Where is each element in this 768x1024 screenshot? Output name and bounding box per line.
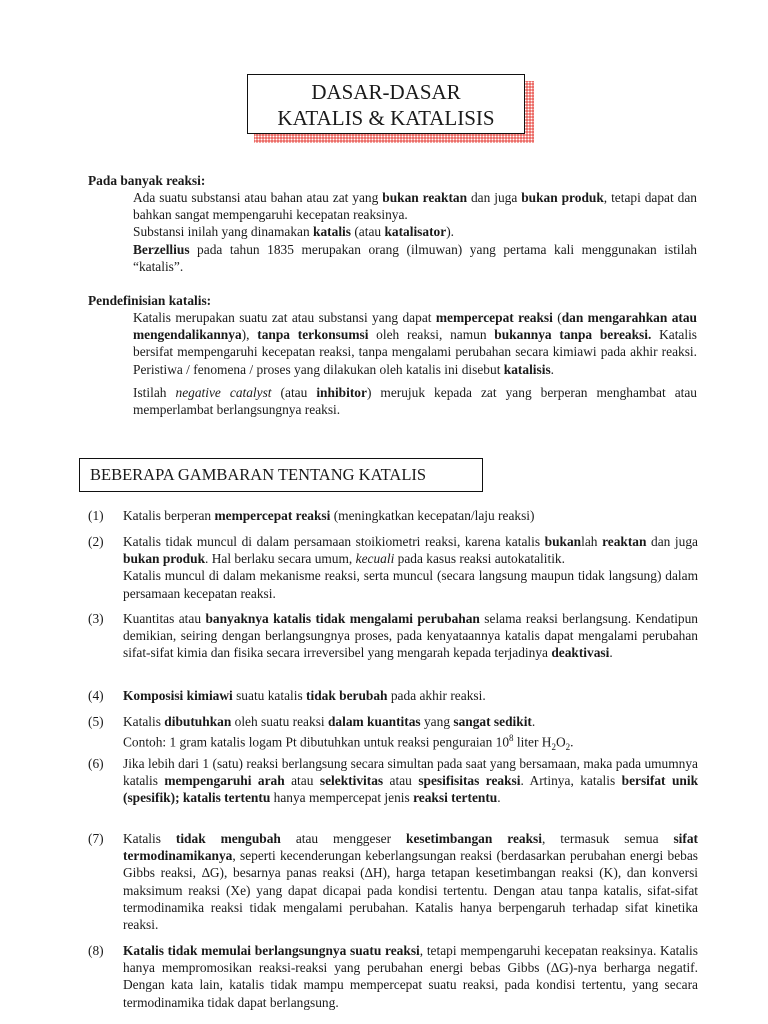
item-number: (2)	[88, 534, 104, 549]
definition-p2	[133, 384, 697, 418]
list-item	[88, 533, 698, 602]
definition-heading	[88, 292, 211, 309]
intro-line-1	[133, 189, 697, 223]
list-item	[88, 610, 698, 662]
intro-heading	[88, 172, 205, 189]
text: (	[552, 310, 562, 325]
subscript: 2	[551, 742, 556, 753]
item-number: (5)	[88, 714, 104, 729]
title-line-1: DASAR-DASAR	[311, 80, 461, 104]
text: , tetapi mempengaruhi kecepatan reaksinya. Katalis hanya mempromosikan reaksi-reaksi yang perubahan energi bebas Gibbs (∆G)-nya berharga negatif. Dengan kata lain, katalis tidak mampu mempercepat suatu reaksi, pada kondisi tertentu, yang secara termodinamika tidak dapat berlangsung.	[123, 943, 698, 1010]
text: , termasuk semua	[541, 831, 674, 846]
list-item	[88, 755, 698, 807]
bold-text: mempercepat reaksi	[435, 310, 553, 325]
text: ),	[241, 327, 258, 343]
term-katalis: katalis	[313, 224, 351, 240]
bold-text: dibutuhkan	[164, 714, 232, 729]
intro-heading-text: Pada banyak reaksi:	[88, 173, 206, 188]
bold-text: reaktan	[602, 534, 647, 549]
item-number: (4)	[88, 688, 104, 703]
bold-text: bukannya tanpa bereaksi.	[494, 327, 652, 343]
text: yang	[420, 714, 454, 729]
bold-text: Katalis tidak memulai berlangsungnya suatu reaksi	[123, 943, 420, 958]
bold-text: tidak berubah	[306, 688, 388, 703]
subscript: 2	[565, 742, 571, 753]
text: Katalis merupakan suatu zat atau substansi yang dapat	[133, 310, 436, 325]
term-berzellius: Berzellius	[133, 241, 190, 257]
item-number: (1)	[88, 508, 104, 523]
text: (atau	[350, 224, 385, 240]
text: ).	[446, 224, 454, 240]
item-paragraph: Katalis muncul di dalam mekanisme reaksi, serta muncul (secara langsung maupun tidak langsung) dalam persamaan kecepatan reaksi.	[123, 568, 698, 601]
text: Katalis bersifat mempengaruhi kecepatan reaksi, tanpa mengalami perubahan secara kimiawi pada akhir reaksi. Peristiwa / fenomena / proses yang dilakukan oleh katalis ini disebut	[133, 327, 698, 377]
title-frame	[247, 74, 527, 136]
bold-text: sifat termodinamikanya	[123, 831, 698, 864]
text: (meningkatkan kecepatan/laju reaksi)	[330, 508, 535, 523]
intro-paragraph	[133, 189, 697, 275]
definition-p1	[133, 309, 697, 378]
text: ) merujuk kepada zat yang berperan menghambat atau memperlambat berlangsungnya reaksi.	[133, 384, 697, 418]
text: , seperti kecenderungan keberlangsungan reaksi (berdasarkan perubahan energi bebas Gibbs reaksi, ∆G), besarnya panas reaksi (∆H), harga tetapan kesetimbangan reaksi (K), dan konversi maksimum reaksi (Xe) yang dapat dicapai pada kondisi tertentu. Dengan atau tanpa katalis, sifat-sifat termodinamika reaksi tidak mengalami perubahan. Katalis hanya berpengaruh terhadap sifat kinetika reaksi.	[123, 848, 698, 933]
text: .	[550, 361, 555, 377]
bold-text: mempengaruhi arah	[164, 773, 285, 789]
section-title: BEBERAPA GAMBARAN TENTANG KATALIS	[90, 465, 427, 484]
text: . Artinya, katalis	[520, 773, 622, 789]
text: Contoh: 1 gram katalis logam Pt dibutuhkan untuk reaksi penguraian 10	[123, 734, 510, 750]
definition-paragraph	[133, 309, 697, 418]
page-title	[247, 74, 525, 134]
text: Istilah	[133, 384, 176, 400]
intro-line-3	[133, 241, 697, 275]
term-bukan-reaktan: bukan reaktan	[382, 190, 468, 205]
text: atau	[383, 773, 419, 789]
item-paragraph	[123, 730, 698, 756]
bold-text: dalam kuantitas	[327, 714, 421, 729]
bold-text: selektivitas	[319, 773, 384, 789]
item-number: (7)	[88, 831, 104, 846]
bold-text: kesetimbangan reaksi	[406, 831, 542, 846]
text: .	[609, 645, 613, 661]
bold-text: inhibitor	[316, 384, 367, 400]
list-item	[88, 942, 698, 1011]
list-item	[88, 687, 698, 704]
item-number: (8)	[88, 943, 104, 958]
bold-text: mempercepat reaksi	[214, 508, 331, 523]
list-item	[88, 713, 698, 757]
text: Katalis tidak muncul di dalam persamaan stoikiometri reaksi, karena katalis	[123, 534, 545, 549]
bold-text: spesifisitas reaksi	[418, 773, 521, 789]
bold-text: katalisis	[503, 361, 551, 377]
bold-text: banyaknya katalis tidak mengalami perubahan	[205, 611, 480, 626]
text: Kuantitas atau	[123, 611, 206, 626]
text: atau	[284, 773, 320, 789]
text: Katalis	[123, 831, 176, 846]
text: liter H	[513, 734, 552, 750]
term-katalisator: katalisator	[384, 224, 447, 240]
text: oleh reaksi, namun	[368, 327, 495, 343]
bold-text: deaktivasi	[551, 645, 610, 661]
text: Substansi inilah yang dinamakan	[133, 224, 314, 240]
text: lah	[581, 534, 603, 549]
bold-text: sangat sedikit	[453, 714, 532, 729]
bold-text: dan mengarahkan atau mengendalikannya	[133, 310, 697, 343]
definition-heading-text: Pendefinisian katalis:	[88, 293, 212, 308]
bold-text: reaksi tertentu	[413, 790, 498, 806]
text: dan juga	[467, 190, 522, 205]
text: Katalis	[123, 714, 165, 729]
item-number: (3)	[88, 611, 104, 626]
bold-text: bersifat unik (spesifik); katalis tertentu	[123, 773, 699, 806]
text: hanya mempercepat jenis	[270, 790, 414, 806]
item-paragraph	[123, 713, 698, 730]
text: Jika lebih dari 1 (satu) reaksi berlangsung secara simultan pada saat yang bersamaan, maka pada umumnya katalis	[123, 756, 698, 789]
text: oleh suatu reaksi	[231, 714, 328, 729]
text: .	[497, 790, 501, 806]
bold-text: tanpa terkonsumsi	[257, 327, 369, 343]
text: .	[570, 734, 574, 750]
intro-line-2	[133, 223, 697, 240]
text: pada tahun 1835 merupakan orang (ilmuwan) yang pertama kali menggunakan istilah “katalis”.	[133, 241, 697, 274]
text: pada akhir reaksi.	[387, 688, 486, 703]
text: dan juga	[646, 534, 698, 549]
text: , tetapi dapat dan bahkan sangat mempengaruhi kecepatan reaksinya.	[133, 190, 697, 223]
text: selama reaksi berlangsung. Kendatipun demikian, seiring dengan berlangsungnya proses, pada kenyataannya katalis dapat mengalami perubahan sifat-sifat kimia dan fisika secara irreversibel yang mengarah kepada terjadinya	[123, 611, 698, 661]
title-line-2: KATALIS & KATALISIS	[277, 106, 495, 130]
text: Katalis berperan	[123, 508, 215, 523]
bold-text: tidak mengubah	[175, 831, 281, 846]
text: (atau	[271, 384, 317, 400]
italic-text: negative catalyst	[175, 384, 272, 400]
text: suatu katalis	[232, 688, 307, 703]
text: atau menggeser	[280, 831, 407, 846]
text: .	[531, 714, 536, 729]
italic-text: kecuali	[355, 551, 395, 567]
bold-text: bukan produk	[123, 551, 206, 567]
term-bukan-produk: bukan produk	[521, 190, 604, 205]
item-paragraph	[123, 533, 698, 567]
superscript: 8	[509, 733, 514, 744]
list-item	[88, 507, 698, 524]
text: O	[555, 734, 566, 750]
text: pada kasus reaksi autokatalitik.	[394, 551, 565, 567]
item-number: (6)	[88, 756, 104, 771]
section-heading-box	[79, 458, 483, 492]
text: . Hal berlaku secara umum,	[205, 551, 356, 567]
list-item	[88, 830, 698, 933]
text: Ada suatu substansi atau bahan atau zat yang	[133, 190, 383, 205]
bold-text: bukan	[544, 534, 582, 549]
bold-text: Komposisi kimiawi	[123, 688, 233, 703]
